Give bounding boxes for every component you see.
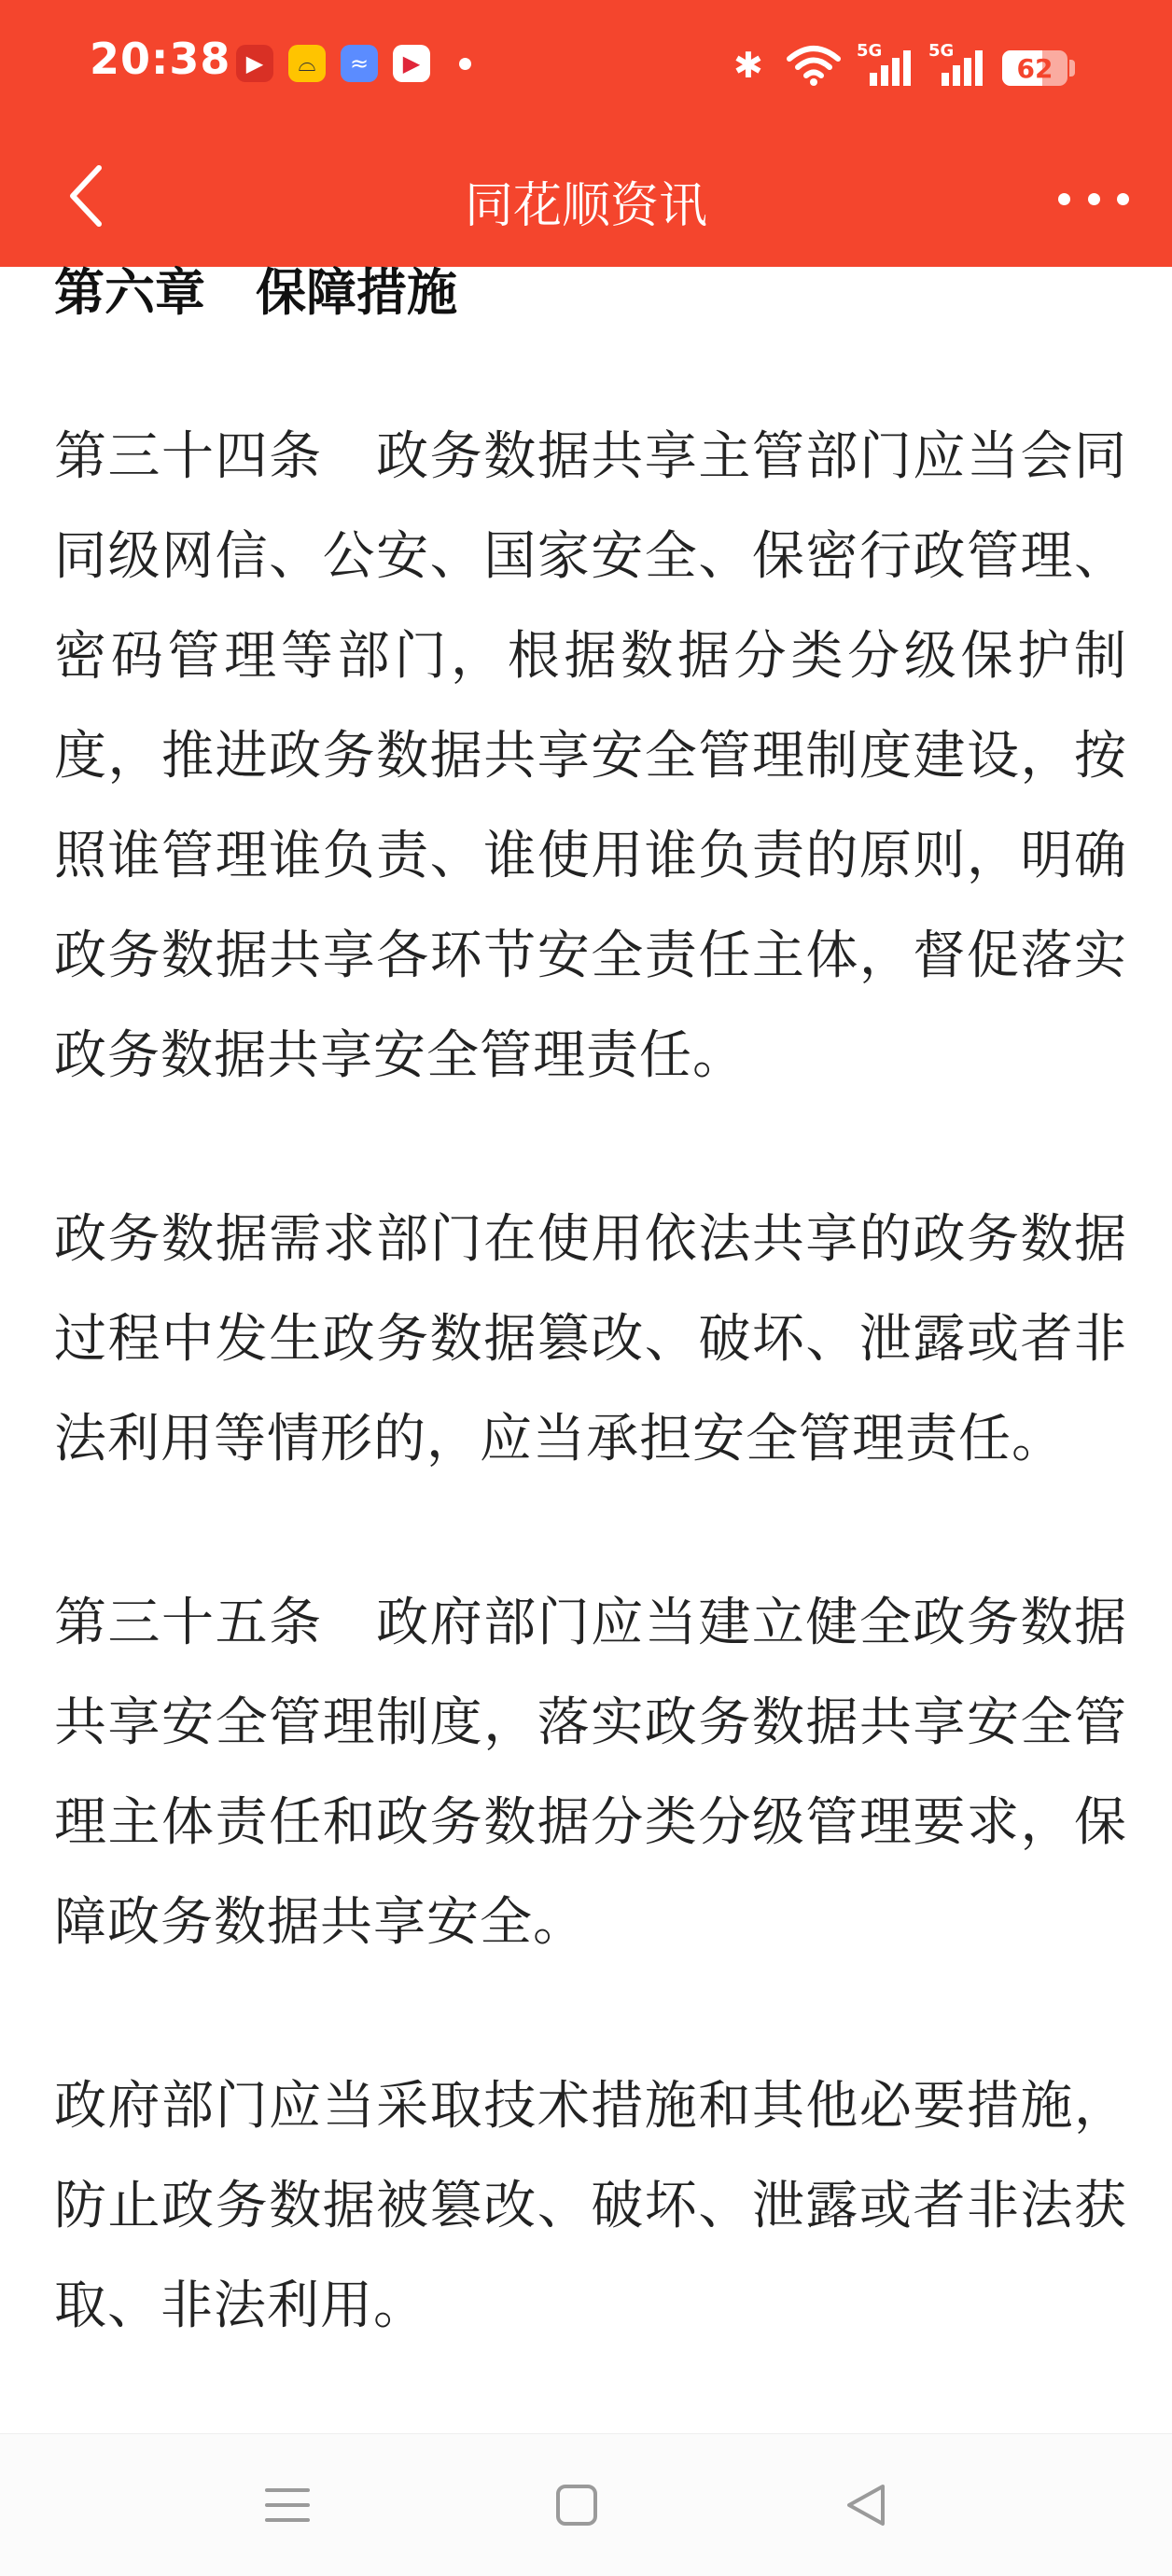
triangle-back-icon [829, 2468, 903, 2542]
more-dot-icon [1088, 193, 1100, 205]
more-dot-icon [1117, 193, 1129, 205]
taxi-app-notification-icon: ⌓ [288, 45, 326, 82]
chapter-title: 第六章 保障措施 [54, 263, 457, 322]
battery-cap [1069, 60, 1075, 77]
system-navigation-bar [0, 2433, 1172, 2576]
article-body [54, 248, 1127, 2356]
article-paragraph: 政务数据需求部门在使用依法共享的政务数据过程中发生政务数据篡改、破坏、泄露或者非法利用等情形的，应当承担安全管理责任。 [54, 1209, 1127, 1469]
video-app-notification-icon: ▶ [236, 45, 273, 82]
home-button[interactable] [539, 2468, 614, 2542]
battery-level: 62 [1016, 52, 1053, 84]
article-paragraph: 第三十五条 政府部门应当建立健全政务数据共享安全管理制度，落实政务数据共享安全管理主体责任和政务数据分类分级管理要求，保障政务数据共享安全。 [54, 1593, 1127, 1953]
more-options-button[interactable] [1058, 183, 1129, 215]
cloud-app-notification-icon: ≈ [341, 45, 378, 82]
recent-apps-button[interactable] [250, 2468, 325, 2542]
more-dot-icon [1058, 193, 1070, 205]
battery-icon [1002, 50, 1067, 86]
system-back-button[interactable] [829, 2468, 903, 2542]
status-time: 20:38 [90, 34, 231, 84]
page-title: 同花顺资讯 [464, 178, 707, 234]
article-paragraph: 政府部门应当采取技术措施和其他必要措施，防止政务数据被篡改、破坏、泄露或者非法获取、非法利用。 [54, 2076, 1127, 2336]
wifi-icon [786, 41, 842, 90]
menu-icon [250, 2468, 325, 2542]
square-home-icon [539, 2468, 614, 2542]
bluetooth-icon: ✱ [733, 45, 763, 86]
article-paragraph: 第三十四条 政务数据共享主管部门应当会同同级网信、公安、国家安全、保密行政管理、密码管理等部门，根据数据分类分级保护制度，推进政务数据共享安全管理制度建设，按照谁管理谁负责、谁使用谁负责的原则，明确政务数据共享各环节安全责任主体，督促落实政务数据共享安全管理责任。 [54, 426, 1127, 1086]
cellular-signal-2-icon [928, 41, 996, 90]
player-app-notification-icon: ▶ [393, 45, 430, 82]
network-type-2: 5G [928, 41, 955, 61]
cellular-signal-1-icon [857, 41, 924, 90]
more-notifications-dot-icon [459, 58, 471, 70]
network-type-1: 5G [857, 41, 883, 61]
app-header [0, 0, 1172, 267]
